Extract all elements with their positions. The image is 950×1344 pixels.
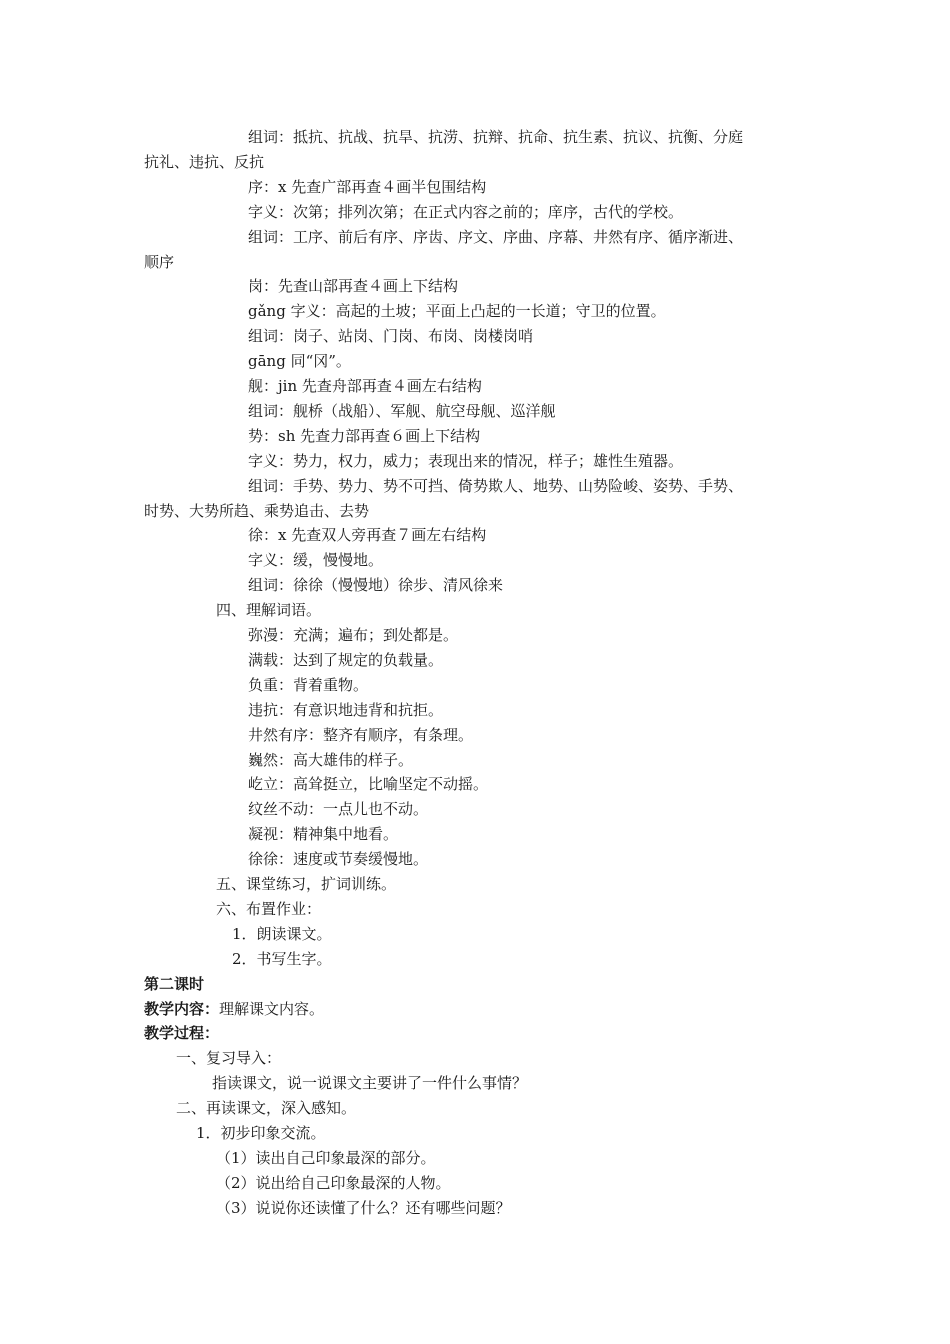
text-line: [176, 1048, 281, 1068]
text-line: [248, 326, 533, 346]
line-text: 字义：势力，权力，威力；表现出来的情况，样子；雄性生殖器。: [248, 452, 684, 470]
text-line: [248, 824, 398, 844]
line-text: 组词：抵抗、抗战、抗旱、抗涝、抗辩、抗命、抗生素、抗议、抗衡、分庭: [248, 128, 744, 146]
text-line: [176, 1098, 356, 1118]
line-text: 六、布置作业：: [216, 900, 322, 918]
text-line: [212, 1073, 527, 1093]
line-rest-text: 理解课文内容。: [219, 1000, 325, 1018]
text-line: [248, 550, 383, 570]
line-text: 二、再读课文，深入感知。: [176, 1099, 357, 1117]
text-line: [248, 376, 482, 396]
text-line: [144, 152, 264, 172]
text-line: [248, 849, 428, 869]
text-line: [248, 202, 683, 222]
text-line: [248, 276, 458, 296]
line-text: 序：x 先查广部再查４画半包围结构: [248, 178, 487, 196]
line-text: 一、复习导入：: [176, 1049, 282, 1067]
line-text: 时势、大势所趋、乘势追击、去势: [144, 502, 370, 520]
text-line: [248, 725, 473, 745]
text-line: [248, 351, 351, 371]
line-text: 组词：舰桥（战船）、军舰、航空母舰、巡洋舰: [248, 402, 556, 420]
text-line: [248, 575, 503, 595]
text-line: [248, 401, 556, 421]
line-text: 势：sh 先查力部再查６画上下结构: [248, 427, 481, 445]
line-text: 2．书写生字。: [232, 950, 332, 968]
text-line: [248, 525, 486, 545]
text-line: [216, 1173, 451, 1193]
heading-text: 第二课时: [144, 975, 205, 993]
line-text: 岗：先查山部再查４画上下结构: [248, 277, 459, 295]
text-line: [248, 451, 683, 471]
text-line: [196, 1123, 326, 1143]
text-line: [216, 874, 396, 894]
text-line: [248, 177, 486, 197]
line-text: 顺序: [144, 253, 175, 271]
text-line: [248, 476, 743, 496]
text-line: [216, 1148, 436, 1168]
text-line: [248, 799, 428, 819]
line-text: （3）说说你还读懂了什么？还有哪些问题？: [216, 1199, 511, 1217]
text-line: [144, 999, 324, 1019]
line-text: 负重：背着重物。: [248, 676, 369, 694]
line-text: 组词：岗子、站岗、门岗、布岗、岗楼岗哨: [248, 327, 534, 345]
heading-text: 教学过程：: [144, 1024, 220, 1042]
line-text: 组词：工序、前后有序、序齿、序文、序曲、序幕、井然有序、循序渐进、: [248, 228, 744, 246]
text-line: [248, 650, 443, 670]
line-text: 组词：徐徐（慢慢地）徐步、清风徐来: [248, 576, 504, 594]
text-line: [248, 127, 743, 147]
text-line: [232, 949, 332, 969]
text-line: [248, 774, 488, 794]
line-text: 屹立：高耸挺立，比喻坚定不动摇。: [248, 775, 489, 793]
text-line: [216, 600, 321, 620]
text-line: [248, 700, 443, 720]
line-text: （2）说出给自己印象最深的人物。: [216, 1174, 451, 1192]
text-line: [144, 252, 174, 272]
line-text: 组词：手势、势力、势不可挡、倚势欺人、地势、山势险峻、姿势、手势、: [248, 477, 744, 495]
line-text: 1．朗读课文。: [232, 925, 332, 943]
line-text: 凝视：精神集中地看。: [248, 825, 399, 843]
line-text: 五、课堂练习，扩词训练。: [216, 875, 397, 893]
text-line: [248, 750, 413, 770]
line-text: 字义：缓，慢慢地。: [248, 551, 384, 569]
text-line: [232, 924, 332, 944]
line-text: 弥漫：充满；遍布；到处都是。: [248, 626, 459, 644]
line-text: 四、理解词语。: [216, 601, 322, 619]
line-text: 纹丝不动：一点儿也不动。: [248, 800, 429, 818]
line-text: 满载：达到了规定的负载量。: [248, 651, 444, 669]
heading-text: 教学内容：: [144, 1000, 220, 1018]
line-text: 巍然：高大雄伟的样子。: [248, 751, 414, 769]
line-text: 徐：x 先查双人旁再查７画左右结构: [248, 526, 487, 544]
line-text: 舰：jin 先查舟部再查４画左右结构: [248, 377, 482, 395]
line-text: 抗礼、违抗、反抗: [144, 153, 265, 171]
text-line: [248, 301, 666, 321]
line-text: 字义：次第；排列次第；在正式内容之前的；庠序，古代的学校。: [248, 203, 684, 221]
line-text: 井然有序：整齐有顺序，有条理。: [248, 726, 474, 744]
line-text: gāng 同“冈”。: [248, 352, 351, 370]
line-text: 徐徐：速度或节奏缓慢地。: [248, 850, 429, 868]
line-text: 违抗：有意识地违背和抗拒。: [248, 701, 444, 719]
text-line: [248, 426, 480, 446]
text-line: [248, 675, 368, 695]
line-text: （1）读出自己印象最深的部分。: [216, 1149, 436, 1167]
line-text: 1．初步印象交流。: [196, 1124, 326, 1142]
text-line: [248, 625, 458, 645]
line-text: 指读课文，说一说课文主要讲了一件什么事情？: [212, 1074, 528, 1092]
text-line: [248, 227, 743, 247]
text-line: [216, 899, 321, 919]
text-line: [216, 1198, 511, 1218]
line-text: gǎng 字义：高起的土坡；平面上凸起的一长道；守卫的位置。: [248, 302, 666, 320]
text-line: [144, 1023, 219, 1043]
text-line: [144, 974, 204, 994]
text-line: [144, 501, 369, 521]
